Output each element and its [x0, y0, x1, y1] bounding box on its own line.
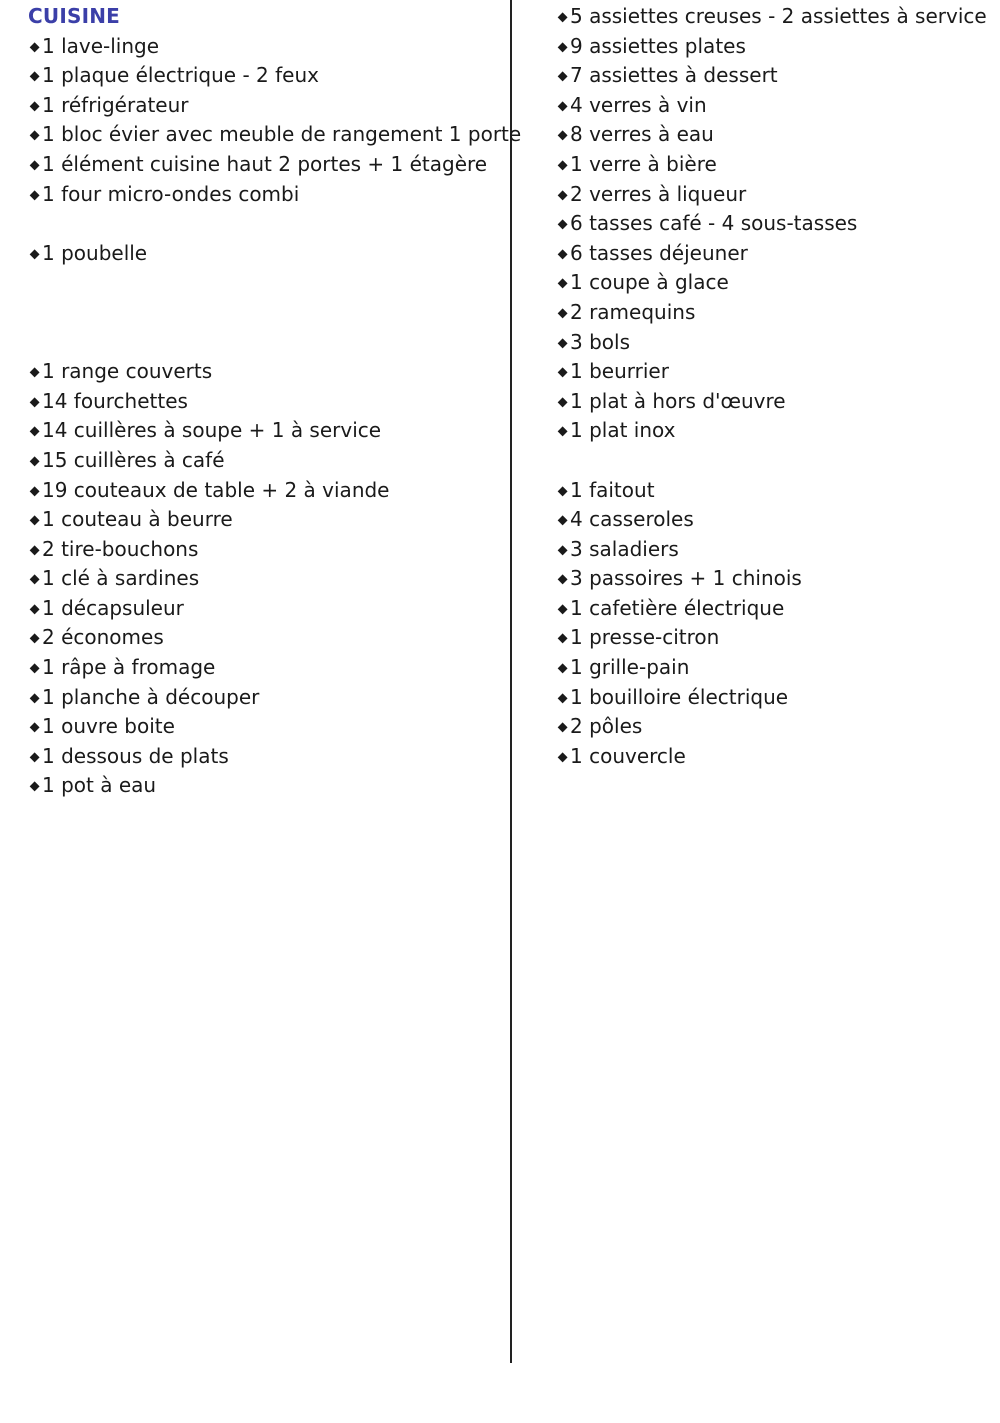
diamond-bullet-icon: [558, 723, 568, 733]
list-item-text: 1 clé à sardines: [42, 566, 200, 591]
diamond-bullet-icon: [30, 72, 40, 82]
list-item: [28, 712, 503, 742]
list-item: [556, 91, 996, 121]
section-heading: CUISINE: [28, 4, 121, 28]
list-item-text: 14 fourchettes: [42, 388, 188, 413]
diamond-bullet-icon: [30, 368, 40, 378]
list-item: [28, 357, 503, 387]
list-item: [556, 357, 996, 387]
list-item-text: 1 dessous de plats: [42, 743, 229, 768]
diamond-bullet-icon: [30, 456, 40, 466]
list-item-text: 2 tire-bouchons: [42, 536, 199, 561]
diamond-bullet-icon: [558, 131, 568, 141]
list-item-text: 2 ramequins: [570, 299, 696, 324]
list-item: [556, 180, 996, 210]
list-item: [28, 535, 503, 565]
list-item: [28, 446, 503, 476]
list-item-text: 6 tasses déjeuner: [570, 240, 748, 265]
list-item: [556, 328, 996, 358]
diamond-bullet-icon: [558, 516, 568, 526]
list-item: [556, 61, 996, 91]
diamond-bullet-icon: [30, 723, 40, 733]
list-item: [556, 120, 996, 150]
list-item: [28, 32, 503, 62]
diamond-bullet-icon: [30, 545, 40, 555]
list-item: [556, 535, 996, 565]
list-item: [28, 150, 503, 180]
diamond-bullet-icon: [30, 160, 40, 170]
blank-line: [28, 268, 503, 298]
column-divider: [510, 0, 512, 1363]
list-item-text: 9 assiettes plates: [570, 33, 746, 58]
list-item: [28, 120, 522, 150]
list-item: [28, 742, 503, 772]
list-item-text: 2 économes: [42, 625, 164, 650]
diamond-bullet-icon: [558, 12, 568, 22]
diamond-bullet-icon: [558, 308, 568, 318]
list-item-text: 1 réfrigérateur: [42, 92, 189, 117]
list-item-text: 1 coupe à glace: [570, 270, 729, 295]
list-item: [28, 239, 503, 269]
list-item-text: 1 ouvre boite: [42, 714, 175, 739]
list-item-text: 3 bols: [570, 329, 630, 354]
list-item: [556, 653, 996, 683]
diamond-bullet-icon: [30, 693, 40, 703]
list-item-text: 1 plaque électrique - 2 feux: [42, 63, 319, 88]
list-item: [28, 61, 503, 91]
list-item: [556, 742, 996, 772]
diamond-bullet-icon: [558, 101, 568, 111]
list-item-text: 1 élément cuisine haut 2 portes + 1 étagère: [42, 151, 488, 176]
list-item-text: 1 range couverts: [42, 359, 213, 384]
list-item: [556, 239, 996, 269]
list-item: [28, 771, 503, 801]
list-item: [28, 505, 503, 535]
blank-line: [28, 209, 503, 239]
list-item: [28, 387, 503, 417]
blank-line: [28, 328, 503, 358]
diamond-bullet-icon: [558, 368, 568, 378]
list-item-text: 3 passoires + 1 chinois: [570, 566, 802, 591]
list-item-text: 1 bouilloire électrique: [570, 684, 789, 709]
list-item-text: 1 faitout: [570, 477, 655, 502]
diamond-bullet-icon: [558, 634, 568, 644]
list-item: [556, 2, 996, 32]
diamond-bullet-icon: [558, 604, 568, 614]
list-item-text: 19 couteaux de table + 2 à viande: [42, 477, 390, 502]
diamond-bullet-icon: [558, 220, 568, 230]
list-item: [28, 416, 503, 446]
list-item: [556, 505, 996, 535]
list-item-text: 2 verres à liqueur: [570, 181, 747, 206]
diamond-bullet-icon: [30, 663, 40, 673]
diamond-bullet-icon: [30, 131, 40, 141]
blank-line: [556, 446, 996, 476]
left-column: [28, 2, 522, 801]
list-item-text: 1 plat à hors d'œuvre: [570, 388, 786, 413]
list-item-text: 8 verres à eau: [570, 122, 714, 147]
diamond-bullet-icon: [30, 604, 40, 614]
list-item-text: 1 cafetière électrique: [570, 595, 785, 620]
list-item-text: 1 presse-citron: [570, 625, 720, 650]
list-item-text: 5 assiettes creuses - 2 assiettes à service: [570, 4, 987, 28]
diamond-bullet-icon: [558, 427, 568, 437]
list-item: [28, 476, 503, 506]
diamond-bullet-icon: [558, 575, 568, 585]
list-item-text: 1 décapsuleur: [42, 595, 184, 620]
diamond-bullet-icon: [558, 693, 568, 703]
list-item: [556, 712, 996, 742]
list-item-text: 1 pot à eau: [42, 773, 157, 798]
list-item: [556, 564, 996, 594]
diamond-bullet-icon: [558, 545, 568, 555]
list-item: [556, 298, 996, 328]
diamond-bullet-icon: [30, 782, 40, 792]
diamond-bullet-icon: [30, 249, 40, 259]
list-item-text: 14 cuillères à soupe + 1 à service: [42, 418, 382, 443]
list-item-text: 1 lave-linge: [42, 33, 160, 58]
list-item-text: 6 tasses café - 4 sous-tasses: [570, 211, 858, 236]
list-item-text: 2 pôles: [570, 714, 643, 739]
list-item: [28, 180, 503, 210]
list-item: [556, 150, 996, 180]
list-item: [556, 476, 996, 506]
diamond-bullet-icon: [30, 42, 40, 52]
diamond-bullet-icon: [558, 160, 568, 170]
diamond-bullet-icon: [558, 190, 568, 200]
list-item-text: 3 saladiers: [570, 536, 679, 561]
list-item-text: 1 couteau à beurre: [42, 507, 233, 532]
list-item: [556, 209, 996, 239]
diamond-bullet-icon: [558, 249, 568, 259]
blank-line: [28, 298, 503, 328]
diamond-bullet-icon: [30, 486, 40, 496]
diamond-bullet-icon: [558, 397, 568, 407]
diamond-bullet-icon: [30, 752, 40, 762]
diamond-bullet-icon: [558, 72, 568, 82]
list-item: [28, 623, 503, 653]
diamond-bullet-icon: [30, 190, 40, 200]
diamond-bullet-icon: [30, 634, 40, 644]
diamond-bullet-icon: [30, 101, 40, 111]
left-item-list: [28, 32, 522, 801]
list-item: [28, 683, 503, 713]
list-item: [556, 416, 996, 446]
list-item-text: 1 beurrier: [570, 359, 669, 384]
diamond-bullet-icon: [558, 279, 568, 289]
list-item-text: 1 planche à découper: [42, 684, 260, 709]
list-item: [28, 594, 503, 624]
list-item: [556, 683, 996, 713]
list-item-text: 15 cuillères à café: [42, 447, 225, 472]
list-item-text: 1 bloc évier avec meuble de rangement 1 porte: [42, 122, 522, 147]
list-item: [28, 564, 503, 594]
list-item-text: 1 four micro-ondes combi: [42, 181, 300, 206]
list-item-text: 1 verre à bière: [570, 151, 717, 176]
list-item-text: 1 poubelle: [42, 240, 148, 265]
list-item-text: 4 casseroles: [570, 507, 694, 532]
diamond-bullet-icon: [30, 516, 40, 526]
list-item-text: 1 râpe à fromage: [42, 655, 216, 680]
list-item: [28, 91, 503, 121]
right-column: [556, 2, 996, 771]
list-item: [556, 594, 996, 624]
list-item: [556, 32, 996, 62]
right-item-list: [556, 2, 996, 771]
diamond-bullet-icon: [558, 752, 568, 762]
diamond-bullet-icon: [558, 486, 568, 496]
list-item: [556, 268, 996, 298]
diamond-bullet-icon: [558, 663, 568, 673]
list-item: [556, 623, 996, 653]
diamond-bullet-icon: [30, 397, 40, 407]
list-item: [556, 387, 996, 417]
diamond-bullet-icon: [30, 427, 40, 437]
diamond-bullet-icon: [30, 575, 40, 585]
list-item-text: 1 couvercle: [570, 743, 686, 768]
list-item-text: 1 plat inox: [570, 418, 676, 443]
list-item-text: 7 assiettes à dessert: [570, 63, 778, 88]
list-item: [28, 653, 503, 683]
list-item-text: 1 grille-pain: [570, 655, 690, 680]
diamond-bullet-icon: [558, 42, 568, 52]
diamond-bullet-icon: [558, 338, 568, 348]
list-item-text: 4 verres à vin: [570, 92, 707, 117]
